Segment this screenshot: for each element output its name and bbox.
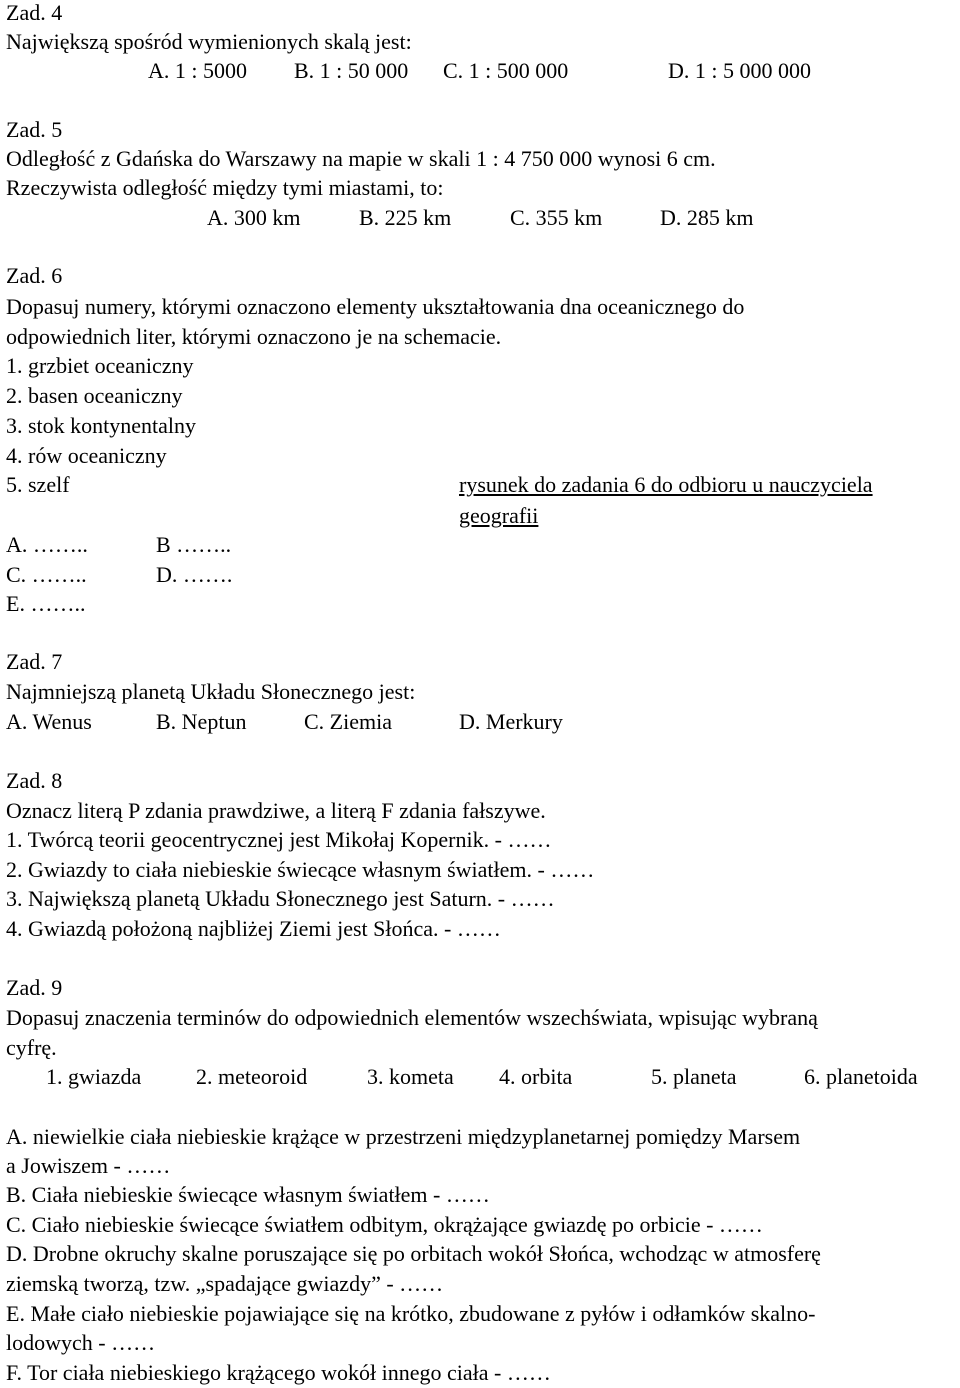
zad6-item-4: 4. rów oceaniczny (6, 443, 167, 468)
zad6-drawing-note-2: geografii (459, 503, 539, 528)
zad9-line-d2: ziemską tworzą, tzw. „spadające gwiazdy” - …… (6, 1271, 444, 1296)
zad6-line1: Dopasuj numery, którymi oznaczono elementy ukształtowania dna oceanicznego do (6, 294, 745, 319)
zad7-option-b: B. Neptun (156, 709, 247, 734)
zad7-option-c: C. Ziemia (304, 709, 392, 734)
zad9-line-a1: A. niewielkie ciała niebieskie krążące w przestrzeni międzyplanetarnej pomiędzy Marsem (6, 1124, 801, 1149)
zad9-term-6: 6. planetoida (804, 1064, 918, 1089)
zad4-option-a: A. 1 : 5000 (148, 58, 247, 83)
zad9-line-a2: a Jowiszem - …… (6, 1153, 171, 1178)
zad4-option-d: D. 1 : 5 000 000 (668, 58, 811, 83)
zad7-question: Najmniejszą planetą Układu Słonecznego jest: (6, 679, 416, 704)
zad5-title: Zad. 5 (6, 117, 63, 142)
zad9-line-e2: lodowych - …… (6, 1330, 156, 1355)
zad8-item-1: 1. Twórcą teorii geocentrycznej jest Mikołaj Kopernik. - …… (6, 827, 552, 852)
zad9-line-b: B. Ciała niebieskie świecące własnym światłem - …… (6, 1182, 490, 1207)
zad9-term-4: 4. orbita (499, 1064, 573, 1089)
zad8-question: Oznacz literą P zdania prawdziwe, a literą F zdania fałszywe. (6, 798, 546, 823)
zad6-line2: odpowiednich liter, którymi oznaczono je na schemacie. (6, 324, 502, 349)
zad7-option-d: D. Merkury (459, 709, 563, 734)
zad9-line2: cyfrę. (6, 1035, 57, 1060)
zad6-answer-a: A. …….. (6, 532, 88, 557)
zad9-term-1: 1. gwiazda (46, 1064, 142, 1089)
zad9-term-5: 5. planeta (651, 1064, 737, 1089)
zad4-question: Największą spośród wymienionych skalą jest: (6, 29, 412, 54)
zad9-line-c: C. Ciało niebieskie świecące światłem odbitym, okrążające gwiazdę po orbicie - …… (6, 1212, 763, 1237)
zad5-line1: Odległość z Gdańska do Warszawy na mapie w skali 1 : 4 750 000 wynosi 6 cm. (6, 146, 716, 171)
zad6-item-1: 1. grzbiet oceaniczny (6, 353, 194, 378)
zad8-item-4: 4. Gwiazdą położoną najbliżej Ziemi jest Słońca. - …… (6, 916, 501, 941)
zad8-item-2: 2. Gwiazdy to ciała niebieskie świecące własnym światłem. - …… (6, 857, 595, 882)
zad9-line1: Dopasuj znaczenia terminów do odpowiednich elementów wszechświata, wpisując wybraną (6, 1005, 818, 1030)
zad5-option-d: D. 285 km (660, 205, 754, 230)
zad7-title: Zad. 7 (6, 649, 63, 674)
zad6-answer-d: D. ……. (156, 562, 233, 587)
zad4-option-b: B. 1 : 50 000 (294, 58, 409, 83)
zad5-option-a: A. 300 km (207, 205, 301, 230)
zad9-term-2: 2. meteoroid (196, 1064, 308, 1089)
zad9-term-3: 3. kometa (367, 1064, 454, 1089)
zad9-line-f: F. Tor ciała niebieskiego krążącego wokół innego ciała - …… (6, 1360, 551, 1385)
zad6-item-2: 2. basen oceaniczny (6, 383, 183, 408)
zad9-title: Zad. 9 (6, 975, 63, 1000)
zad9-line-e1: E. Małe ciało niebieskie pojawiające się na krótko, zbudowane z pyłów i odłamków skalno- (6, 1301, 816, 1326)
zad8-title: Zad. 8 (6, 768, 63, 793)
zad6-item-5: 5. szelf (6, 472, 70, 497)
zad5-option-b: B. 225 km (359, 205, 452, 230)
zad8-item-3: 3. Największą planetą Układu Słonecznego jest Saturn. - …… (6, 886, 555, 911)
zad5-line2: Rzeczywista odległość między tymi miastami, to: (6, 175, 444, 200)
zad6-answer-c: C. …….. (6, 562, 87, 587)
zad6-answer-e: E. …….. (6, 591, 86, 616)
zad5-option-c: C. 355 km (510, 205, 603, 230)
zad6-item-3: 3. stok kontynentalny (6, 413, 197, 438)
zad6-drawing-note-1: rysunek do zadania 6 do odbioru u nauczyciela (459, 472, 873, 497)
zad4-option-c: C. 1 : 500 000 (443, 58, 569, 83)
zad6-title: Zad. 6 (6, 263, 63, 288)
zad4-title: Zad. 4 (6, 0, 63, 25)
zad7-option-a: A. Wenus (6, 709, 92, 734)
zad9-line-d1: D. Drobne okruchy skalne poruszające się po orbitach wokół Słońca, wchodząc w atmosferę (6, 1241, 821, 1266)
zad6-answer-b: B …….. (156, 532, 232, 557)
